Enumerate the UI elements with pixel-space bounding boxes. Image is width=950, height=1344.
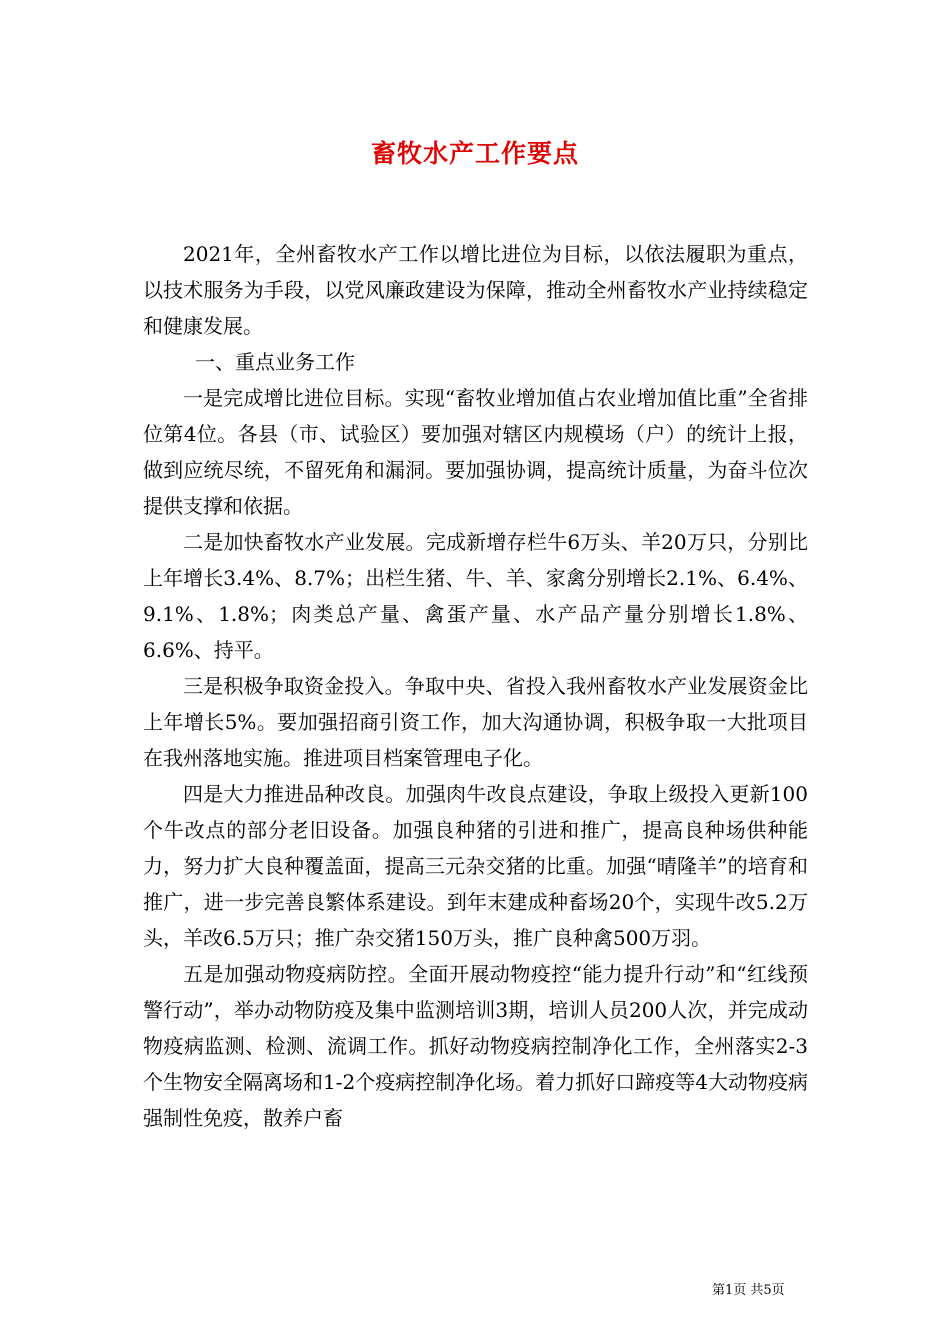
- paragraph-item-1: 一是完成增比进位目标。实现“畜牧业增加值占农业增加值比重”全省排位第4位。各县（市、试验区）要加强对辖区内规模场（户）的统计上报，做到应统尽统，不留死角和漏洞。要加强协调，提高统计质量，为奋斗位次提供支撑和依据。: [143, 386, 808, 518]
- intro-paragraph: 2021年，全州畜牧水产工作以增比进位为目标，以依法履职为重点，以技术服务为手段，以党风廉政建设为保障，推动全州畜牧水产业持续稳定和健康发展。: [143, 242, 808, 338]
- document-title: 畜牧水产工作要点: [370, 139, 579, 168]
- paragraph-item-4: 四是大力推进品种改良。加强肉牛改良点建设，争取上级投入更新100个牛改点的部分老旧设备。加强良种猪的引进和推广，提高良种场供种能力，努力扩大良种覆盖面，提高三元杂交猪的比重。加强“晴隆羊”的培育和推广，进一步完善良繁体系建设。到年末建成种畜场20个，实现牛改5.2万头，羊改6.5万只；推广杂交猪150万头，推广良种禽500万羽。: [143, 782, 808, 950]
- paragraph-item-3: 三是积极争取资金投入。争取中央、省投入我州畜牧水产业发展资金比上年增长5%。要加强招商引资工作，加大沟通协调，积极争取一大批项目在我州落地实施。推进项目档案管理电子化。: [143, 674, 808, 770]
- section-heading: 一、重点业务工作: [195, 350, 355, 374]
- paragraph-item-2: 二是加快畜牧水产业发展。完成新增存栏牛6万头、羊20万只，分别比上年增长3.4%、8.7%；出栏生猪、牛、羊、家禽分别增长2.1%、6.4%、9.1%、1.8%；肉类总产量、禽蛋产量、水产品产量分别增长1.8%、6.6%、持平。: [143, 530, 808, 662]
- page-number-footer: 第1页 共5页: [712, 1283, 785, 1298]
- document-body: [143, 236, 808, 1136]
- paragraph-item-5: 五是加强动物疫病防控。全面开展动物疫控“能力提升行动”和“红线预警行动”，举办动物防疫及集中监测培训3期，培训人员200人次，并完成动物疫病监测、检测、流调工作。抓好动物疫病控制净化工作，全州落实2-3个生物安全隔离场和1-2个疫病控制净化场。着力抓好口蹄疫等4大动物疫病强制性免疫，散养户畜: [143, 962, 808, 1130]
